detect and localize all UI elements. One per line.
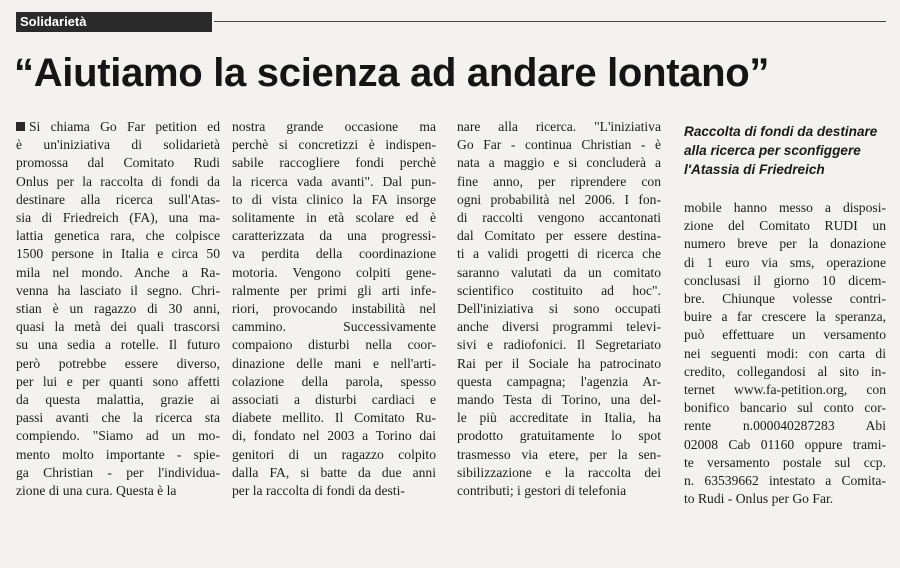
- text-line: nare alla ricerca. "L'iniziativa: [457, 119, 661, 134]
- text-line: promossa dal Comitato Rudi: [16, 155, 220, 171]
- text-line: nei seguenti modi: con carta di: [684, 345, 886, 361]
- text-line: to Rudi - Onlus per Go Far.: [684, 491, 834, 507]
- text-line: 1500 persone in Italia e circa 50: [16, 246, 220, 262]
- text-line: sabile raccogliere fondi perchè: [232, 155, 436, 171]
- subheading-line: alla ricerca per sconfiggere: [684, 143, 861, 158]
- article-column-4: [684, 199, 886, 508]
- text-line: Go Far - continua Christian - è: [457, 137, 661, 153]
- article-headline: “Aiutiamo la scienza ad andare lontano”: [14, 51, 770, 95]
- text-line: può effettuare un versamento: [684, 327, 886, 343]
- text-line: sibilizzazione e la raccolta dei: [457, 464, 661, 480]
- text-line: mobile hanno messo a disposi-: [684, 200, 886, 215]
- text-line: sia di Friedreich (FA), una ma-: [16, 210, 220, 226]
- text-line: ga Christian - per l'individua-: [16, 464, 220, 480]
- text-line: lattia genetica rara, che colpisce: [16, 228, 220, 244]
- text-line: da questa malattia, grazie ai: [16, 392, 220, 408]
- text-line: saranno valutati da un comitato: [457, 264, 661, 280]
- text-line: questa campagna; l'agenzia Ar-: [457, 373, 661, 389]
- text-line: di, fondato nel 2003 a Torino dai: [232, 428, 436, 444]
- subheading-line: l'Atassia di Friedreich: [684, 162, 825, 177]
- text-line: prodotto gratuitamente lo spot: [457, 428, 661, 444]
- text-line: colazione della parola, spesso: [232, 373, 436, 389]
- text-line: compaiono disturbi nella coor-: [232, 337, 436, 353]
- text-line: anche diversi programmi televi-: [457, 319, 661, 335]
- text-line: mando Testa di Torino, una del-: [457, 392, 661, 408]
- text-line: credito, collegandosi al sito in-: [684, 363, 886, 379]
- text-line: 02008 Cab 01160 oppure trami-: [684, 436, 886, 452]
- text-line: ralmente per primi gli arti infe-: [232, 282, 436, 298]
- text-line: di raccolti vengono accantonati: [457, 210, 661, 226]
- text-line: destinare alla ricerca sull'Atas-: [16, 191, 220, 207]
- text-line: è un'iniziativa di solidarietà: [16, 137, 220, 153]
- text-line: Rai per il Sociale ha patrocinato: [457, 355, 661, 371]
- article-column-3: [457, 118, 661, 500]
- text-line: ternet www.fa-petition.org, con: [684, 382, 886, 398]
- text-line: per lui e per quanti sono affetti: [16, 373, 220, 389]
- section-label: Solidarietà: [16, 12, 212, 32]
- text-line: bonifico bancario sul conto cor-: [684, 400, 886, 416]
- text-line: venna ha lasciato il segno. Chri-: [16, 282, 220, 298]
- paragraph-bullet-icon: [16, 122, 25, 131]
- text-line: trasmesso via etere, per la sen-: [457, 446, 661, 462]
- top-rule: [214, 21, 886, 22]
- text-line: dal Comitato per essere destina-: [457, 228, 661, 244]
- text-line: perchè si concretizzi è indispen-: [232, 137, 436, 153]
- text-line: associati a disturbi cardiaci e: [232, 392, 436, 408]
- text-line: conclusasi il giorno 10 dicem-: [684, 272, 886, 288]
- text-line: ti a validi progetti di ricerca che: [457, 246, 661, 262]
- text-line: scientifico costituito ad hoc".: [457, 282, 661, 298]
- article-column-1: [16, 118, 220, 500]
- text-line: dalla FA, si batte da due anni: [232, 464, 436, 480]
- subheading-line: Raccolta di fondi da destinare: [684, 124, 878, 139]
- text-line: fine anno, per riprendere con: [457, 173, 661, 189]
- text-line: le più accreditate in Italia, ha: [457, 410, 661, 426]
- text-line: diabete mellito. Il Comitato Ru-: [232, 410, 436, 426]
- text-line: però potrebbe essere diverso,: [16, 355, 220, 371]
- text-line: quasi la metà dei quali trascorsi: [16, 319, 220, 335]
- text-line: rente n.000040287283 Abi: [684, 418, 886, 434]
- text-line: ogni probabilità nel 2006. I fon-: [457, 191, 661, 207]
- text-line: zione di una cura. Questa è la: [16, 483, 177, 499]
- text-line: la ricerca vada avanti". Dal pun-: [232, 173, 436, 189]
- text-line: su una sedia a rotelle. Il futuro: [16, 337, 220, 353]
- text-line: [16, 118, 220, 136]
- text-line: n. 63539662 intestato a Comita-: [684, 473, 886, 489]
- text-line-content: Si chiama Go Far petition ed: [29, 119, 220, 134]
- text-line: Onlus per la raccolta di fondi da: [16, 173, 220, 189]
- text-line: solitamente in età scolare ed è: [232, 210, 436, 226]
- text-line: to di vista clinico la FA insorge: [232, 191, 436, 207]
- text-line: Dell'iniziativa si sono occupati: [457, 301, 661, 317]
- text-line: zione del Comitato RUDI un: [684, 218, 886, 234]
- text-line: per la raccolta di fondi da desti-: [232, 483, 405, 499]
- text-line: contributi; i gestori di telefonia: [457, 483, 627, 499]
- article-subheading: [684, 122, 890, 179]
- text-line: compiendo. "Siamo ad un mo-: [16, 428, 220, 444]
- text-line: nata a maggio e si concluderà a: [457, 155, 661, 171]
- text-line: nostra grande occasione ma: [232, 119, 436, 134]
- text-line: di 1 euro via sms, operazione: [684, 254, 886, 270]
- text-line: numero breve per la donazione: [684, 236, 886, 252]
- text-line: stian è un ragazzo di 30 anni,: [16, 301, 220, 317]
- text-line: mila nel mondo. Anche a Ra-: [16, 264, 220, 280]
- text-line: buire a far crescere la speranza,: [684, 309, 886, 325]
- text-line: passi avanti che la ricerca sta: [16, 410, 220, 426]
- text-line: dinazione delle mani e nell'arti-: [232, 355, 436, 371]
- text-line: cammino. Successivamente: [232, 319, 436, 335]
- article-column-2: [232, 118, 436, 500]
- text-line: bre. Chiunque volesse contri-: [684, 291, 886, 307]
- text-line: sivi e radiofonici. Il Segretariato: [457, 337, 661, 353]
- text-line: riori, provocando instabilità nel: [232, 301, 436, 317]
- text-line: mento molto importante - spie-: [16, 446, 220, 462]
- text-line: te versamento postale sul ccp.: [684, 454, 886, 470]
- text-line: genitori di un ragazzo colpito: [232, 446, 436, 462]
- text-line: caratterizzata da una progressi-: [232, 228, 436, 244]
- text-line: va perdita della coordinazione: [232, 246, 436, 262]
- text-line: motoria. Vengono colpiti gene-: [232, 264, 436, 280]
